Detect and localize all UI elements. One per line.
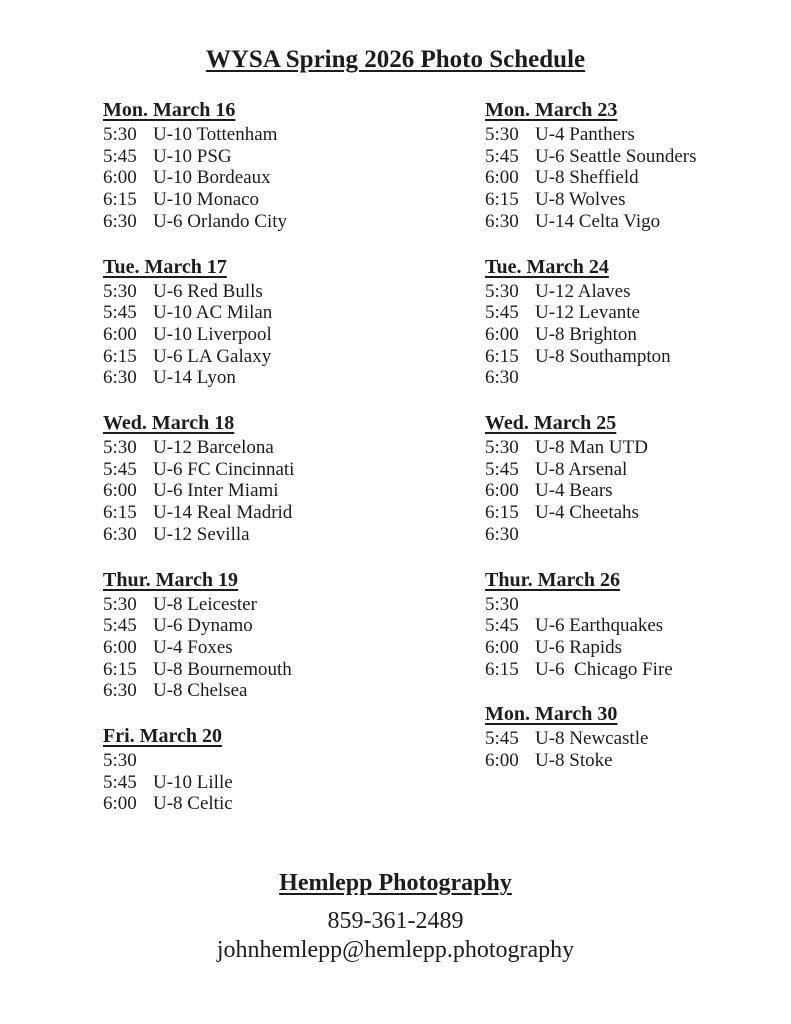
slot-time: 6:30 — [485, 210, 519, 232]
footer — [0, 868, 791, 965]
slot-time: 6:00 — [485, 750, 519, 772]
slot-time: 5:30 — [103, 750, 137, 772]
page-title: WYSA Spring 2026 Photo Schedule — [205, 46, 586, 73]
slot-time: 5:45 — [485, 728, 519, 750]
slot-time: 6:30 — [103, 210, 137, 232]
slot-team: U-4 Panthers — [535, 124, 635, 145]
slot-time: 6:15 — [103, 189, 137, 211]
slot-team: U-8 Arsenal — [535, 458, 628, 480]
slot-time: 6:30 — [103, 523, 137, 545]
slot-team: U-8 Stoke — [535, 750, 613, 772]
slot-team: U-8 Brighton — [535, 323, 637, 345]
schedule-column-right — [485, 98, 791, 837]
email-address: johnhemlepp@hemlepp.photography — [216, 937, 575, 964]
slot-team: U-8 Celtic — [153, 793, 233, 815]
slot-team — [535, 524, 791, 546]
phone-number: 859-361-2489 — [327, 908, 464, 935]
slot-team: U-4 Cheetahs — [535, 502, 639, 524]
time-slot-row — [485, 324, 791, 346]
day-section — [103, 724, 485, 815]
day-section — [485, 255, 791, 390]
time-slot-row — [485, 502, 791, 524]
slot-team: U-14 Celta Vigo — [535, 210, 661, 232]
slot-time: 6:15 — [485, 658, 519, 680]
day-heading: Thur. March 26 — [485, 568, 621, 591]
day-section — [485, 411, 791, 546]
slot-time: 6:00 — [103, 636, 137, 658]
time-slot-row — [485, 659, 791, 681]
slot-time: 6:00 — [103, 323, 137, 345]
time-slot-row — [485, 302, 791, 324]
time-slot-row — [485, 437, 791, 459]
day-section — [103, 255, 485, 390]
time-slot-row — [103, 346, 485, 368]
time-slot-row — [103, 793, 485, 815]
time-slot-row — [103, 367, 485, 389]
slot-team: U-12 Sevilla — [153, 523, 250, 545]
slot-time: 6:30 — [485, 523, 519, 545]
slot-time: 6:00 — [485, 167, 519, 189]
slot-team — [535, 594, 791, 616]
slot-time: 5:45 — [103, 615, 137, 637]
time-slot-row — [103, 680, 485, 702]
slot-time: 6:00 — [485, 480, 519, 502]
day-section — [485, 702, 791, 771]
time-slot-row — [485, 480, 791, 502]
time-slot-row — [103, 211, 485, 233]
slot-team: U-10 Liverpool — [153, 323, 272, 345]
slot-team: U-6 Rapids — [535, 636, 623, 658]
time-slot-row — [485, 146, 791, 168]
slot-time: 5:45 — [103, 302, 137, 324]
slot-time: 6:15 — [485, 189, 519, 211]
time-slot-row — [485, 167, 791, 189]
slot-team: U-10 Monaco — [153, 189, 260, 211]
slot-time: 6:00 — [103, 480, 137, 502]
day-section — [103, 98, 485, 233]
slot-time: 5:45 — [485, 302, 519, 324]
day-section — [103, 411, 485, 546]
slot-team: U-6 Orlando City — [153, 210, 288, 232]
time-slot-row — [103, 772, 485, 794]
day-heading: Tue. March 24 — [485, 255, 609, 278]
slot-time: 6:15 — [103, 658, 137, 680]
time-slot-row — [103, 615, 485, 637]
slot-team: U-6 Earthquakes — [535, 615, 664, 637]
time-slot-row — [485, 189, 791, 211]
slot-team: U-8 Newcastle — [535, 728, 649, 750]
slot-team: U-8 Wolves — [535, 189, 626, 211]
time-slot-row — [103, 146, 485, 168]
slot-team: U-4 Foxes — [153, 636, 233, 658]
time-slot-row — [485, 750, 791, 772]
time-slot-row — [103, 437, 485, 459]
slot-time: 6:00 — [103, 793, 137, 815]
slot-time: 6:15 — [485, 502, 519, 524]
slot-time: 5:30 — [103, 280, 137, 302]
day-section — [485, 98, 791, 233]
slot-team: U-14 Lyon — [153, 367, 236, 389]
slot-team: U-14 Real Madrid — [153, 502, 293, 524]
slot-time: 6:00 — [103, 167, 137, 189]
time-slot-row — [485, 594, 791, 616]
slot-team: U-10 PSG — [153, 145, 232, 167]
time-slot-row — [485, 124, 791, 146]
slot-time: 6:30 — [103, 367, 137, 389]
slot-team — [153, 750, 485, 772]
slot-time: 6:30 — [103, 680, 137, 702]
slot-time: 5:45 — [485, 615, 519, 637]
slot-team: U-6 Dynamo — [153, 615, 253, 637]
slot-time: 5:45 — [485, 458, 519, 480]
time-slot-row — [103, 480, 485, 502]
slot-team: U-6 Chicago Fire — [535, 658, 673, 680]
day-heading: Mon. March 16 — [103, 99, 236, 121]
slot-team: U-10 AC Milan — [153, 302, 273, 324]
time-slot-row — [485, 281, 791, 303]
time-slot-row — [103, 281, 485, 303]
slot-team: U-10 Lille — [153, 771, 233, 793]
day-heading: Mon. March 30 — [485, 703, 618, 726]
slot-team: U-8 Sheffield — [535, 167, 639, 189]
schedule-columns — [0, 98, 791, 837]
slot-time: 5:45 — [485, 145, 519, 167]
day-section — [103, 568, 485, 703]
slot-team: U-6 Inter Miami — [153, 480, 279, 502]
time-slot-row — [485, 459, 791, 481]
time-slot-row — [485, 728, 791, 750]
day-heading: Mon. March 23 — [485, 99, 618, 121]
time-slot-row — [103, 324, 485, 346]
day-heading: Tue. March 17 — [103, 255, 227, 278]
time-slot-row — [103, 302, 485, 324]
slot-team: U-6 Red Bulls — [153, 280, 263, 302]
slot-time: 6:30 — [485, 367, 519, 389]
slot-team: U-8 Man UTD — [535, 437, 648, 459]
time-slot-row — [103, 167, 485, 189]
time-slot-row — [485, 524, 791, 546]
day-heading: Wed. March 25 — [485, 412, 617, 435]
time-slot-row — [485, 211, 791, 233]
slot-team: U-12 Alaves — [535, 280, 631, 302]
slot-team: U-10 Tottenham — [153, 124, 278, 145]
time-slot-row — [485, 615, 791, 637]
slot-team: U-12 Barcelona — [153, 437, 274, 459]
photographer-name: Hemlepp Photography — [279, 870, 512, 897]
slot-time: 5:30 — [485, 280, 519, 302]
slot-time: 5:30 — [485, 593, 519, 615]
slot-time: 5:30 — [103, 124, 137, 145]
slot-time: 6:00 — [485, 323, 519, 345]
day-section — [485, 568, 791, 681]
time-slot-row — [103, 124, 485, 146]
slot-time: 5:30 — [485, 437, 519, 459]
slot-team: U-10 Bordeaux — [153, 167, 271, 189]
slot-team: U-4 Bears — [535, 480, 613, 502]
slot-time: 5:30 — [485, 124, 519, 145]
time-slot-row — [103, 502, 485, 524]
day-heading: Wed. March 18 — [103, 412, 235, 435]
time-slot-row — [485, 367, 791, 389]
slot-time: 6:15 — [103, 502, 137, 524]
slot-team: U-8 Chelsea — [153, 680, 248, 702]
slot-team: U-6 LA Galaxy — [153, 345, 272, 367]
day-heading: Thur. March 19 — [103, 568, 239, 591]
time-slot-row — [103, 189, 485, 211]
slot-team — [535, 367, 791, 389]
slot-time: 6:15 — [103, 345, 137, 367]
time-slot-row — [103, 750, 485, 772]
slot-team: U-8 Southampton — [535, 345, 671, 367]
slot-time: 6:00 — [485, 636, 519, 658]
time-slot-row — [485, 637, 791, 659]
slot-time: 5:30 — [103, 437, 137, 459]
slot-team: U-6 Seattle Sounders — [535, 145, 697, 167]
day-heading: Fri. March 20 — [103, 725, 223, 748]
slot-team: U-8 Bournemouth — [153, 658, 292, 680]
time-slot-row — [103, 524, 485, 546]
slot-team: U-12 Levante — [535, 302, 640, 324]
slot-time: 5:45 — [103, 145, 137, 167]
slot-team: U-6 FC Cincinnati — [153, 458, 295, 480]
schedule-column-left — [103, 98, 485, 837]
time-slot-row — [103, 459, 485, 481]
slot-time: 5:45 — [103, 771, 137, 793]
slot-time: 5:45 — [103, 458, 137, 480]
slot-time: 6:15 — [485, 345, 519, 367]
time-slot-row — [103, 659, 485, 681]
time-slot-row — [103, 637, 485, 659]
slot-team: U-8 Leicester — [153, 593, 257, 615]
time-slot-row — [485, 346, 791, 368]
slot-time: 5:30 — [103, 593, 137, 615]
time-slot-row — [103, 594, 485, 616]
